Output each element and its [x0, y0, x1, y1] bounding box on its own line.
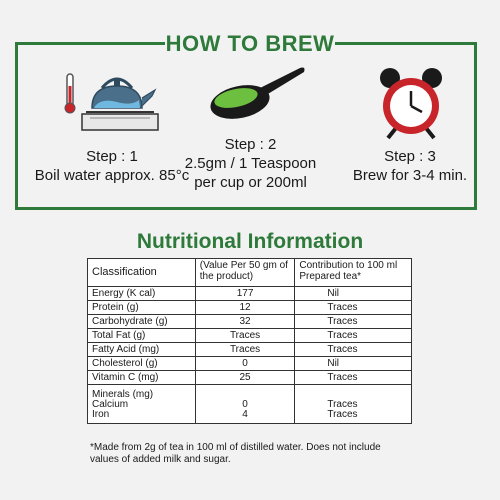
row-contribution: Nil [295, 287, 412, 301]
row-label: Carbohydrate (g) [88, 315, 196, 329]
minerals-contributions [295, 385, 412, 424]
row-contribution: Traces [295, 371, 412, 385]
header-classification: Classification [88, 259, 196, 287]
row-value: Traces [195, 329, 295, 343]
nutrition-table [87, 258, 412, 424]
calcium-value: 0 [242, 399, 248, 410]
row-label: Cholesterol (g) [88, 357, 196, 371]
minerals-row [88, 385, 412, 424]
table-row [88, 357, 412, 371]
spoon-with-tea-icon [200, 62, 310, 122]
row-value: 25 [195, 371, 295, 385]
step-2-label: Step : 2 [224, 136, 277, 153]
row-value: Traces [195, 343, 295, 357]
row-value: 177 [195, 287, 295, 301]
footnote: *Made from 2g of tea in 100 ml of distilled water. Does not include values of added milk and sugar. [90, 442, 381, 465]
row-contribution: Traces [295, 301, 412, 315]
table-header-row [88, 259, 412, 287]
minerals-label: Minerals (mg) [92, 389, 154, 400]
row-value: 12 [195, 301, 295, 315]
brew-title: HOW TO BREW [165, 31, 335, 56]
step-1-text: Boil water approx. 85°c [34, 167, 190, 184]
row-label: Fatty Acid (mg) [88, 343, 196, 357]
table-row [88, 329, 412, 343]
iron-value: 4 [242, 409, 248, 420]
table-row [88, 315, 412, 329]
table-row [88, 371, 412, 385]
step-2-text-line-2: per cup or 200ml [194, 174, 307, 191]
step-3-text: Brew for 3-4 min. [352, 167, 468, 184]
iron-label: Iron [92, 409, 110, 420]
row-label: Energy (K cal) [88, 287, 196, 301]
step-2 [168, 135, 333, 192]
kettle-on-stove-icon [62, 68, 162, 138]
row-contribution: Traces [295, 329, 412, 343]
minerals-values [195, 385, 295, 424]
row-contribution: Traces [295, 315, 412, 329]
row-label: Protein (g) [88, 301, 196, 315]
row-label: Total Fat (g) [88, 329, 196, 343]
row-contribution: Traces [295, 343, 412, 357]
alarm-clock-icon [376, 66, 446, 140]
header-value: (Value Per 50 gm of the product) [195, 259, 295, 287]
calcium-label: Calcium [92, 399, 129, 410]
step-3 [345, 147, 475, 185]
row-label: Vitamin C (mg) [88, 371, 196, 385]
iron-contribution: Traces [327, 409, 358, 420]
table-row [88, 287, 412, 301]
nutrition-title: Nutritional Information [136, 230, 364, 253]
table-row [88, 343, 412, 357]
calcium-contribution: Traces [327, 399, 358, 410]
step-2-text-line-1: 2.5gm / 1 Teaspoon [184, 155, 317, 172]
header-contribution: Contribution to 100 ml Prepared tea* [295, 259, 412, 287]
row-value: 0 [195, 357, 295, 371]
row-value: 32 [195, 315, 295, 329]
step-1-label: Step : 1 [86, 148, 138, 165]
row-contribution: Nil [295, 357, 412, 371]
step-3-label: Step : 3 [384, 148, 436, 165]
minerals-labels [88, 385, 196, 424]
table-row [88, 301, 412, 315]
